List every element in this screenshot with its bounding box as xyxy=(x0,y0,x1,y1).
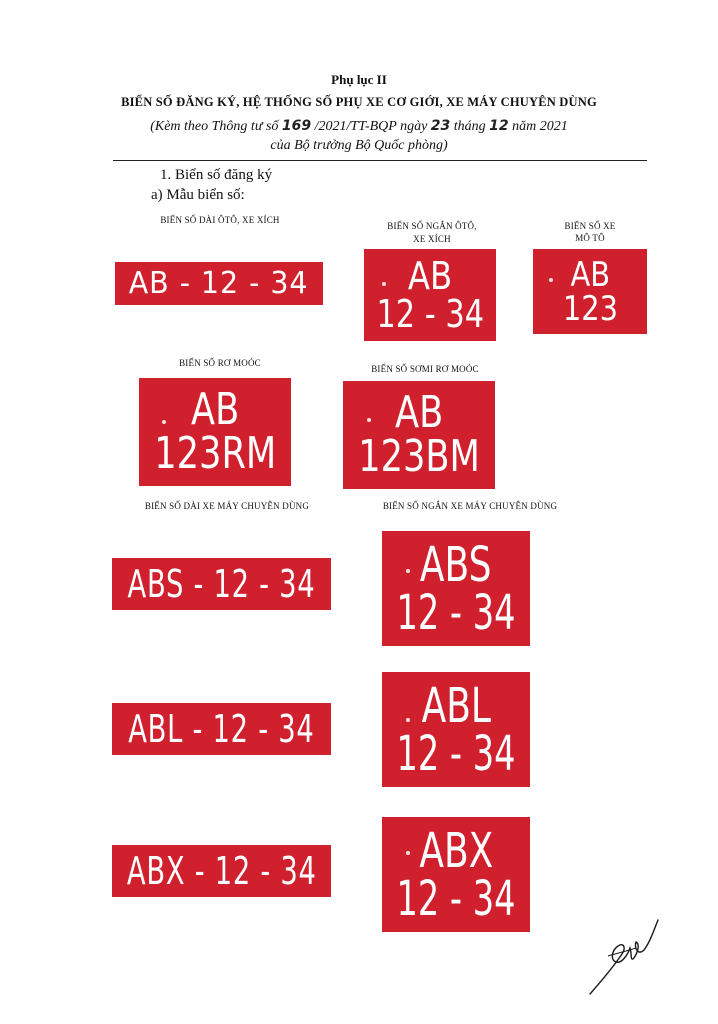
appendix-title: Phụ lục II xyxy=(331,72,387,87)
plate-trailer xyxy=(139,378,291,486)
ref-prefix: (Kèm theo Thông tư số xyxy=(150,119,279,134)
plate-short-car xyxy=(364,249,496,341)
plate-long-abl-text: ABL - 12 - 34 xyxy=(128,707,315,751)
plate-long-abs-text: ABS - 12 - 34 xyxy=(127,562,316,606)
plate-semi-trailer-line1: AB xyxy=(394,387,444,438)
plate-short-abl-line2: 12 - 34 xyxy=(396,725,516,782)
plate-short-abx-line1: ABX xyxy=(419,822,493,879)
plate-short-abl xyxy=(382,672,530,787)
ref-middle: /2021/TT-BQP ngày xyxy=(314,119,428,134)
plate-short-abs-line1: ABS xyxy=(420,536,492,593)
plate-rivet xyxy=(367,418,371,422)
caption-moto-line2: MÔ TÔ xyxy=(575,233,605,243)
caption-short-car-line2: XE XÍCH xyxy=(413,234,451,244)
ref-day: 23 xyxy=(430,118,451,134)
plate-long-abl xyxy=(112,703,331,755)
ref-year: năm 2021 xyxy=(512,119,568,134)
caption-moto-line1: BIỂN SỐ XE xyxy=(564,221,616,231)
plate-short-car-line1: AB xyxy=(407,254,453,298)
plate-rivet xyxy=(162,420,166,424)
ref-month-word: tháng xyxy=(453,119,486,134)
ref-month: 12 xyxy=(489,118,509,134)
plate-short-abx-line2: 12 - 34 xyxy=(396,870,516,927)
caption-semi-trailer: BIỂN SỐ SƠMI RƠ MOÓC xyxy=(371,364,479,374)
plate-short-abl-line1: ABL xyxy=(421,677,491,734)
plate-short-car-line2: 12 - 34 xyxy=(376,292,484,336)
circular-reference-line-1 xyxy=(0,118,718,135)
plate-long-car-text: AB - 12 - 34 xyxy=(129,265,309,301)
section-subheading: a) Mẫu biển số: xyxy=(151,187,245,203)
plate-rivet xyxy=(406,718,410,722)
plate-semi-trailer xyxy=(343,381,495,489)
plate-moto xyxy=(533,249,647,334)
caption-long-car: BIỂN SỐ DÀI ÔTÔ, XE XÍCH xyxy=(160,215,280,225)
circular-reference-line-2: của Bộ trưởng Bộ Quốc phòng) xyxy=(270,138,448,153)
plate-short-abs-line2: 12 - 34 xyxy=(396,584,516,641)
header-divider xyxy=(113,160,647,161)
plate-long-abs xyxy=(112,558,331,610)
plate-rivet xyxy=(406,851,410,855)
plate-short-abx xyxy=(382,817,530,932)
plate-rivet xyxy=(406,569,410,573)
section-heading: 1. Biển số đăng ký xyxy=(160,167,273,183)
plate-long-abx-text: ABX - 12 - 34 xyxy=(126,849,317,893)
caption-trailer: BIỂN SỐ RƠ MOÓC xyxy=(179,358,261,368)
plate-trailer-line2: 123RM xyxy=(153,428,277,479)
plate-long-car xyxy=(115,262,323,305)
signature-mark xyxy=(584,908,664,998)
plate-rivet xyxy=(382,282,386,286)
plate-semi-trailer-line2: 123BM xyxy=(358,431,480,482)
document-title: BIỂN SỐ ĐĂNG KÝ, HỆ THỐNG SỐ PHỤ XE CƠ GIỚI, XE MÁY CHUYÊN DÙNG xyxy=(121,95,597,109)
ref-number: 169 xyxy=(281,118,312,134)
plate-long-abx xyxy=(112,845,331,897)
plate-trailer-line1: AB xyxy=(190,384,240,435)
plate-moto-line1: AB xyxy=(570,254,610,295)
plate-short-abs xyxy=(382,531,530,646)
caption-short-special: BIỂN SỐ NGẮN XE MÁY CHUYÊN DÙNG xyxy=(382,501,558,511)
caption-short-car-line1: BIỂN SỐ NGẮN ÔTÔ, xyxy=(387,221,477,231)
plate-moto-line2: 123 xyxy=(562,288,618,329)
caption-long-special: BIỂN SỐ DÀI XE MÁY CHUYÊN DÙNG xyxy=(144,501,310,511)
plate-rivet xyxy=(549,278,553,282)
